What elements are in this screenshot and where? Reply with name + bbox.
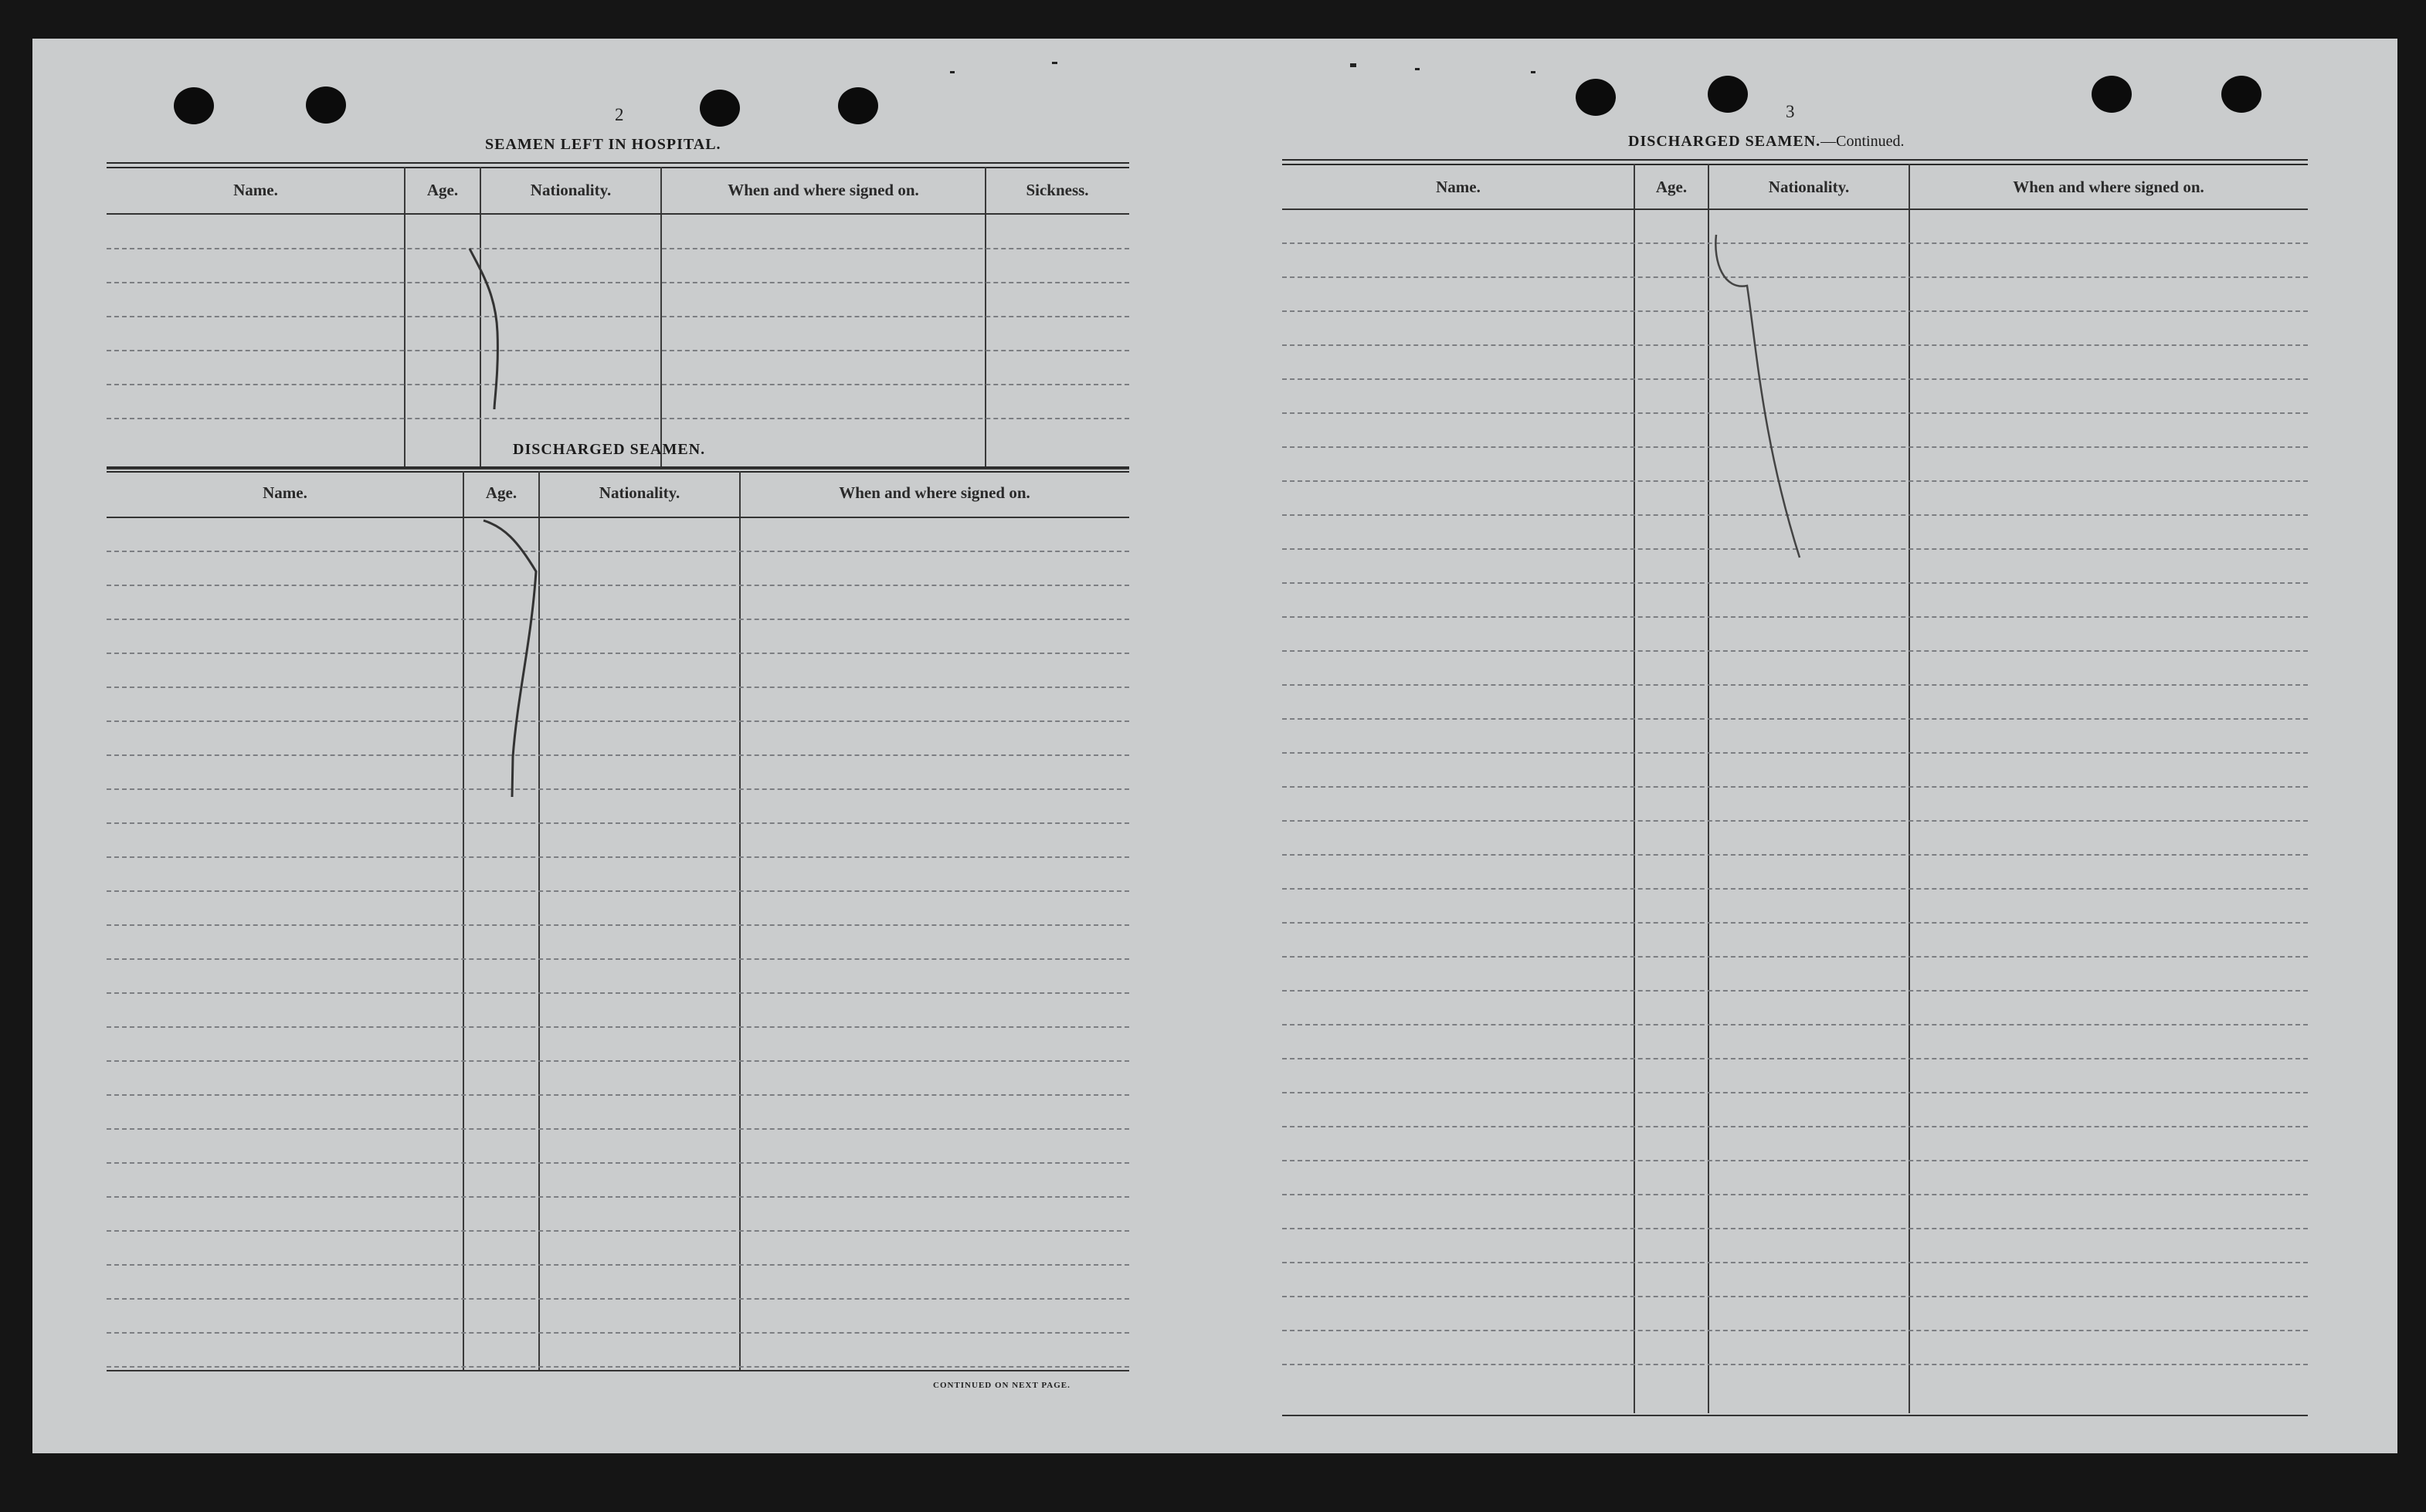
page-number: 2 [615,105,624,124]
column-header-nationality: Nationality. [530,181,612,199]
discharged-table-title: DISCHARGED SEAMEN. [513,441,706,458]
column-header-age: Age. [1655,178,1688,196]
column-header-sickness: Sickness. [1026,181,1089,199]
column-header-age: Age. [485,483,517,502]
column-header-nationality: Nationality. [1768,178,1850,196]
ledger-sheet [32,39,2397,1453]
column-header-nationality: Nationality. [599,483,680,502]
column-header-name: Name. [1436,178,1481,196]
column-header-signed-on: When and where signed on. [2013,178,2204,196]
column-header-name: Name. [233,181,278,199]
title-main: DISCHARGED SEAMEN. [1628,133,1821,150]
ditto-mark [32,39,2397,1453]
column-header-age: Age. [426,181,459,199]
column-header-name: Name. [263,483,307,502]
column-header-signed-on: When and where signed on. [839,483,1030,502]
title-continued: —Continued. [1820,133,1905,150]
column-header-signed-on: When and where signed on. [728,181,919,199]
continued-footer: CONTINUED ON NEXT PAGE. [933,1381,1070,1390]
hospital-table-title: SEAMEN LEFT IN HOSPITAL. [485,136,721,153]
page-number: 3 [1786,102,1795,121]
